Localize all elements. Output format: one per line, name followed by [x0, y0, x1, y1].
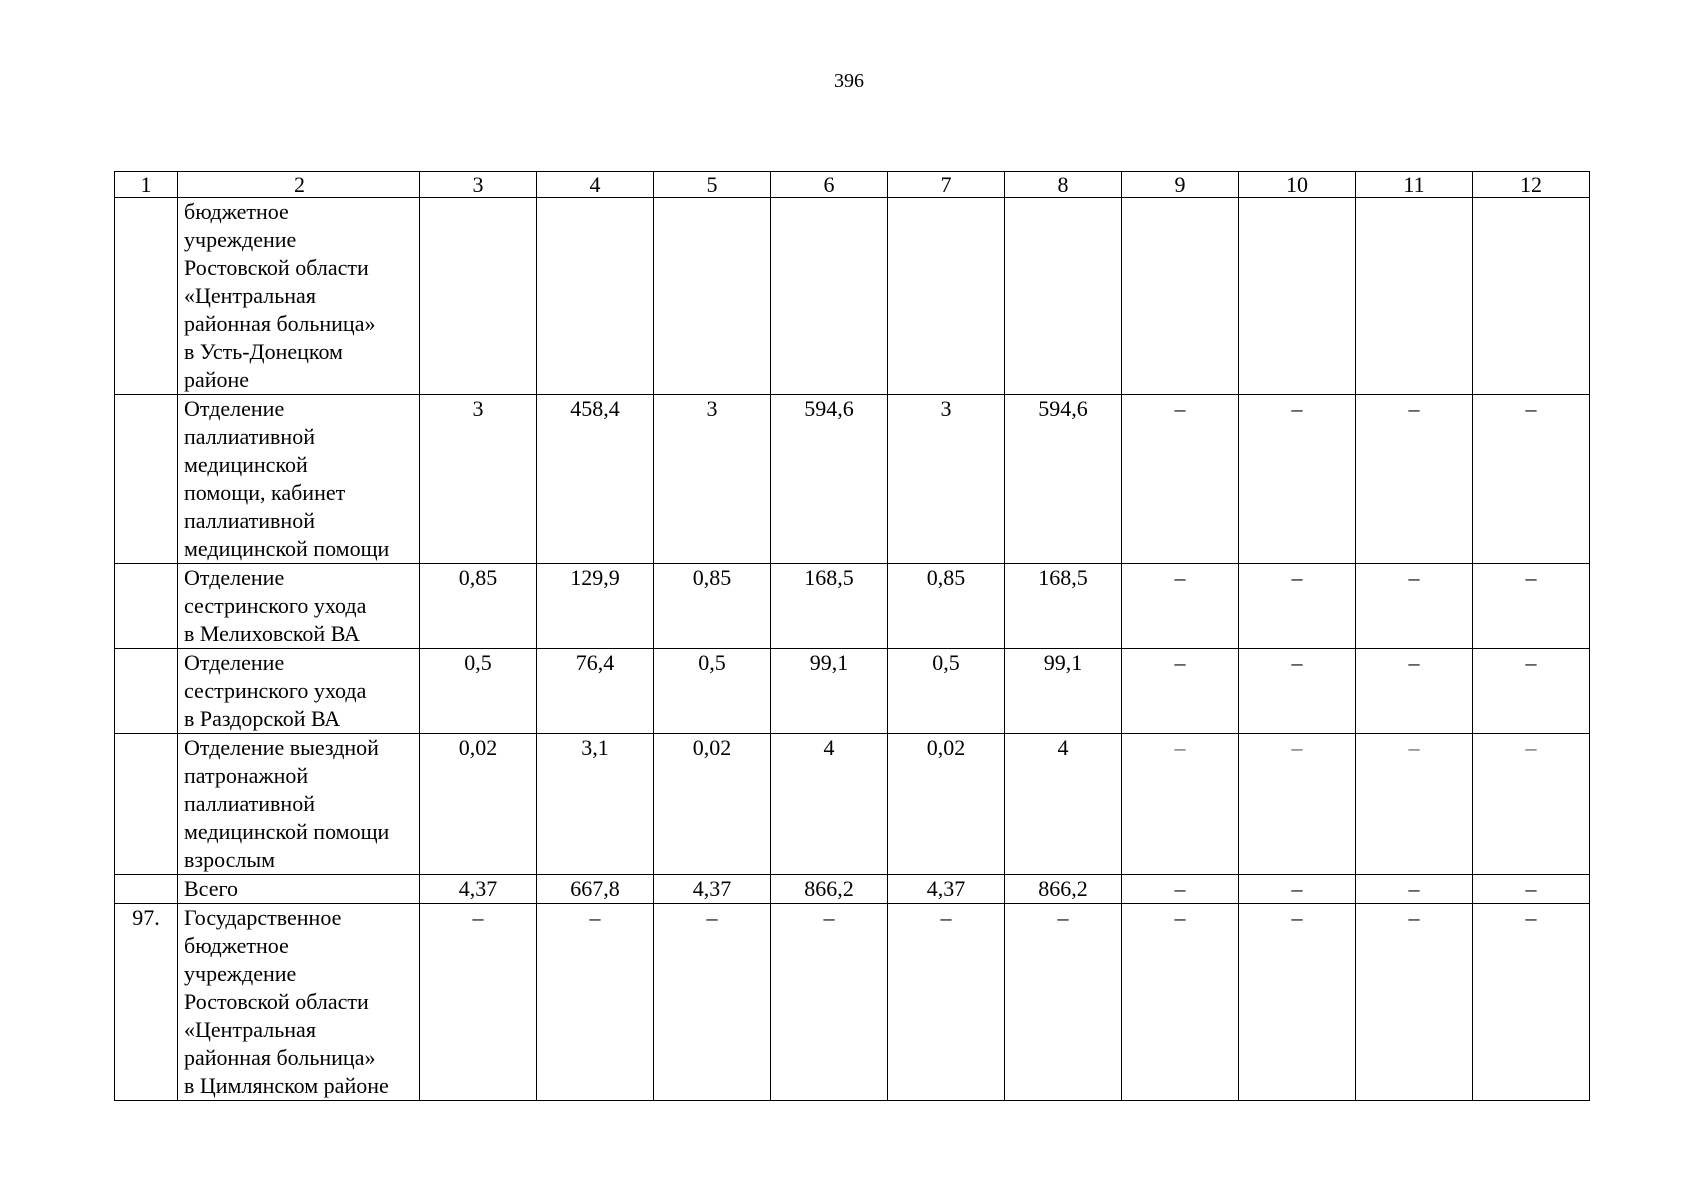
value-cell-col-11	[1356, 198, 1473, 395]
data-table	[114, 171, 1590, 1101]
header-cell: 7	[888, 172, 1005, 198]
value-cell-col-5: 3	[654, 395, 771, 564]
header-cell: 5	[654, 172, 771, 198]
value-cell-col-12: –	[1473, 875, 1590, 904]
row-name-cell: Отделение паллиативной медицинской помощи, кабинет паллиативной медицинской помощи	[178, 395, 420, 564]
row-number-cell	[115, 734, 178, 875]
header-cell: 1	[115, 172, 178, 198]
value-cell-col-3: 0,5	[420, 649, 537, 734]
value-cell-col-12: –	[1473, 564, 1590, 649]
value-cell-col-9: –	[1122, 904, 1239, 1101]
value-cell-col-9	[1122, 198, 1239, 395]
row-name-cell: Отделение выездной патронажной паллиативной медицинской помощи взрослым	[178, 734, 420, 875]
header-cell: 8	[1005, 172, 1122, 198]
value-cell-col-8: 4	[1005, 734, 1122, 875]
table-row	[115, 904, 1590, 1101]
value-cell-col-11: –	[1356, 564, 1473, 649]
value-cell-col-9: –	[1122, 564, 1239, 649]
value-cell-col-5: 0,02	[654, 734, 771, 875]
value-cell-col-11: –	[1356, 734, 1473, 875]
value-cell-col-7: –	[888, 904, 1005, 1101]
value-cell-col-3: 0,02	[420, 734, 537, 875]
header-cell: 11	[1356, 172, 1473, 198]
value-cell-col-5: 0,5	[654, 649, 771, 734]
value-cell-col-7: 0,5	[888, 649, 1005, 734]
header-cell: 9	[1122, 172, 1239, 198]
value-cell-col-4: –	[537, 904, 654, 1101]
value-cell-col-10: –	[1239, 875, 1356, 904]
value-cell-col-10: –	[1239, 904, 1356, 1101]
value-cell-col-4: 3,1	[537, 734, 654, 875]
value-cell-col-6: 594,6	[771, 395, 888, 564]
value-cell-col-12: –	[1473, 734, 1590, 875]
value-cell-col-4: 129,9	[537, 564, 654, 649]
value-cell-col-6: 866,2	[771, 875, 888, 904]
header-cell: 3	[420, 172, 537, 198]
value-cell-col-7: 0,85	[888, 564, 1005, 649]
value-cell-col-6	[771, 198, 888, 395]
row-number-cell	[115, 564, 178, 649]
table-row	[115, 649, 1590, 734]
value-cell-col-3: –	[420, 904, 537, 1101]
table-row	[115, 198, 1590, 395]
value-cell-col-8: –	[1005, 904, 1122, 1101]
page-number: 396	[834, 70, 864, 92]
value-cell-col-8: 594,6	[1005, 395, 1122, 564]
value-cell-col-10: –	[1239, 734, 1356, 875]
value-cell-col-4: 76,4	[537, 649, 654, 734]
row-name-cell: Отделение сестринского ухода в Мелиховской ВА	[178, 564, 420, 649]
value-cell-col-6: 99,1	[771, 649, 888, 734]
value-cell-col-12: –	[1473, 904, 1590, 1101]
value-cell-col-5: –	[654, 904, 771, 1101]
table-header-row	[115, 172, 1590, 198]
value-cell-col-11: –	[1356, 649, 1473, 734]
value-cell-col-9: –	[1122, 395, 1239, 564]
value-cell-col-9: –	[1122, 734, 1239, 875]
value-cell-col-7: 4,37	[888, 875, 1005, 904]
value-cell-col-6: 4	[771, 734, 888, 875]
value-cell-col-11: –	[1356, 875, 1473, 904]
value-cell-col-10: –	[1239, 564, 1356, 649]
value-cell-col-7	[888, 198, 1005, 395]
value-cell-col-9: –	[1122, 875, 1239, 904]
value-cell-col-10: –	[1239, 395, 1356, 564]
value-cell-col-5: 0,85	[654, 564, 771, 649]
value-cell-col-6: –	[771, 904, 888, 1101]
row-number-cell	[115, 395, 178, 564]
header-cell: 6	[771, 172, 888, 198]
value-cell-col-7: 3	[888, 395, 1005, 564]
value-cell-col-5	[654, 198, 771, 395]
value-cell-col-5: 4,37	[654, 875, 771, 904]
value-cell-col-3	[420, 198, 537, 395]
value-cell-col-12: –	[1473, 395, 1590, 564]
row-name-cell: Государственное бюджетное учреждение Ростовской области «Центральная районная больница» в Цимлянском районе	[178, 904, 420, 1101]
value-cell-col-6: 168,5	[771, 564, 888, 649]
value-cell-col-10	[1239, 198, 1356, 395]
value-cell-col-8	[1005, 198, 1122, 395]
row-number-cell	[115, 649, 178, 734]
row-number-cell	[115, 198, 178, 395]
value-cell-col-3: 0,85	[420, 564, 537, 649]
value-cell-col-4: 667,8	[537, 875, 654, 904]
value-cell-col-12	[1473, 198, 1590, 395]
value-cell-col-3: 4,37	[420, 875, 537, 904]
row-number-cell	[115, 875, 178, 904]
header-cell: 2	[178, 172, 420, 198]
row-number-cell: 97.	[115, 904, 178, 1101]
header-cell: 12	[1473, 172, 1590, 198]
value-cell-col-8: 99,1	[1005, 649, 1122, 734]
value-cell-col-8: 168,5	[1005, 564, 1122, 649]
table-row	[115, 875, 1590, 904]
value-cell-col-12: –	[1473, 649, 1590, 734]
value-cell-col-7: 0,02	[888, 734, 1005, 875]
value-cell-col-3: 3	[420, 395, 537, 564]
value-cell-col-11: –	[1356, 395, 1473, 564]
row-name-cell: Отделение сестринского ухода в Раздорской ВА	[178, 649, 420, 734]
value-cell-col-4: 458,4	[537, 395, 654, 564]
value-cell-col-10: –	[1239, 649, 1356, 734]
value-cell-col-9: –	[1122, 649, 1239, 734]
value-cell-col-11: –	[1356, 904, 1473, 1101]
table-row	[115, 734, 1590, 875]
header-cell: 4	[537, 172, 654, 198]
table-row	[115, 395, 1590, 564]
row-name-cell: Всего	[178, 875, 420, 904]
header-cell: 10	[1239, 172, 1356, 198]
value-cell-col-8: 866,2	[1005, 875, 1122, 904]
row-name-cell: бюджетное учреждение Ростовской области «Центральная районная больница» в Усть-Донецком районе	[178, 198, 420, 395]
table-row	[115, 564, 1590, 649]
value-cell-col-4	[537, 198, 654, 395]
